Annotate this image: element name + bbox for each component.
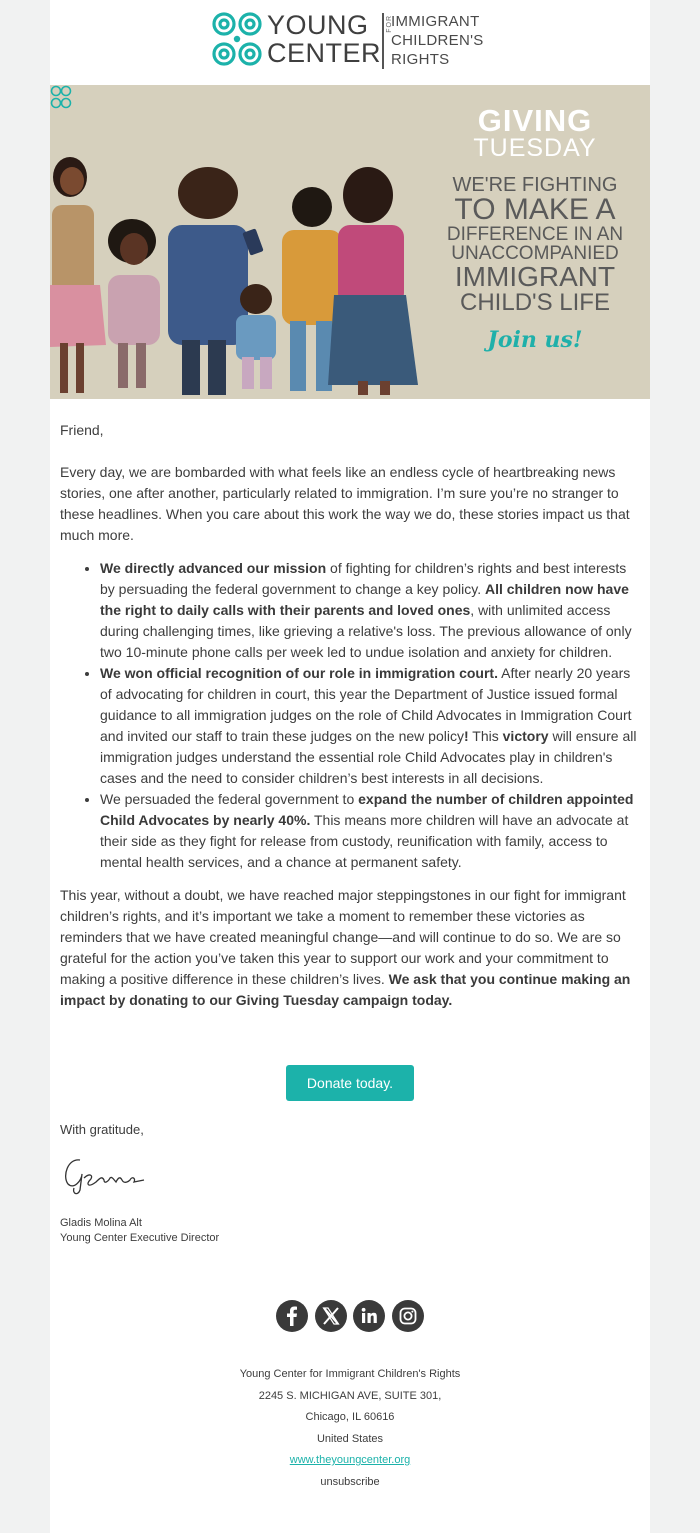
giving-tuesday-banner[interactable] <box>50 85 650 399</box>
social-links <box>50 1300 650 1332</box>
email-content <box>60 420 640 1026</box>
unsubscribe-link[interactable]: unsubscribe <box>320 1475 380 1488</box>
tagline-line: CHILD'S LIFE <box>460 289 610 316</box>
spiral-logo-icon <box>211 11 263 69</box>
giving-title: GIVING <box>477 103 593 138</box>
tagline-line: UNACCOMPANIED <box>451 243 619 264</box>
hero-text <box>430 105 640 353</box>
email-body <box>50 0 650 1533</box>
logo-center: CENTER <box>267 38 382 68</box>
email-header <box>50 0 650 84</box>
footer-city: Chicago, IL 60616 <box>305 1411 395 1423</box>
logo-childrens: CHILDREN'S <box>391 32 484 49</box>
logo-immigrant: IMMIGRANT <box>391 13 480 30</box>
closing-salutation: With gratitude, <box>60 1122 144 1137</box>
footer-country: United States <box>316 1432 384 1445</box>
signer-title: Young Center Executive Director <box>60 1232 220 1244</box>
join-us-text: Join us! <box>487 327 583 353</box>
hero-tagline <box>430 175 640 315</box>
tagline-line: IMMIGRANT <box>454 261 616 292</box>
donate-button[interactable]: Donate today. <box>286 1065 414 1101</box>
accomplishments-list <box>60 558 640 873</box>
footer-org: Young Center for Immigrant Children's Rights <box>239 1368 461 1380</box>
closing-paragraph: This year, without a doubt, we have reached major steppingstones in our fight for immigrant children’s rights, and it’s important we take a moment to remember these victories as reminders that we have created meaningful change—and will continue to do so. We are so grateful for the action you’ve taken this year to support our work and your commitment to making a positive difference in these children’s lives. We ask that you continue making an impact by donating to our Giving Tuesday campaign today. <box>60 887 631 1008</box>
list-item: • We won official recognition of our role in immigration court. After nearly 20 years of advocating for children in court, this year the Department of Justice issued formal guidance to all immigration judges on the role of Child Advocates in Immigration Court and invited our staff to train these judges on the new policy! This victory will ensure all immigration judges understand the essential role Child Advocates play in children's cases and the need to consider children’s best interests in all decisions. <box>100 663 640 789</box>
logo-divider <box>382 13 384 69</box>
footer-street: 2245 S. MICHIGAN AVE, SUITE 301, <box>258 1389 442 1402</box>
logo-young: YOUNG <box>267 10 369 40</box>
tagline-line: TO MAKE A <box>454 193 616 226</box>
children-illustration <box>50 85 430 399</box>
greeting: Friend, <box>60 422 104 438</box>
intro-paragraph: Every day, we are bombarded with what feels like an endless cycle of heartbreaking news stories, one after another, particularly related to immigration. I’m sure you’re no stranger to these headlines. When you care about this work the way we do, these stories impact us that much more. <box>60 464 630 543</box>
logo-for: FOR <box>386 15 393 33</box>
website-link[interactable]: www.theyoungcenter.org <box>289 1454 411 1466</box>
instagram-icon[interactable] <box>392 1300 424 1332</box>
email-footer <box>50 1364 650 1493</box>
tagline-line: DIFFERENCE IN AN <box>446 224 624 245</box>
spiral-logo-icon <box>50 85 72 109</box>
tagline-line: WE'RE FIGHTING <box>452 174 618 196</box>
linkedin-icon[interactable] <box>353 1300 385 1332</box>
list-item: • We persuaded the federal government to expand the number of children appointed Child Advocates by nearly 40%. This means more children will have an advocate at their side as they fight for release from custody, reunification with family, access to mental health services, and a chance at permanent safety. <box>100 789 640 873</box>
signer-name: Gladis Molina Alt <box>60 1217 142 1229</box>
x-icon[interactable] <box>315 1300 347 1332</box>
list-item: • We directly advanced our mission of fighting for children’s rights and best interests by persuading the federal government to change a key policy. All children now have the right to daily calls with their parents and loved ones, with unlimited access during challenging times, like grieving a relative's loss. The previous allowance of only two 10-minute phone calls per week led to undue isolation and anxiety for children. <box>100 558 640 663</box>
facebook-icon[interactable] <box>276 1300 308 1332</box>
tuesday-title: TUESDAY <box>473 134 597 162</box>
logo-rights: RIGHTS <box>391 51 450 68</box>
signature <box>60 1146 160 1196</box>
